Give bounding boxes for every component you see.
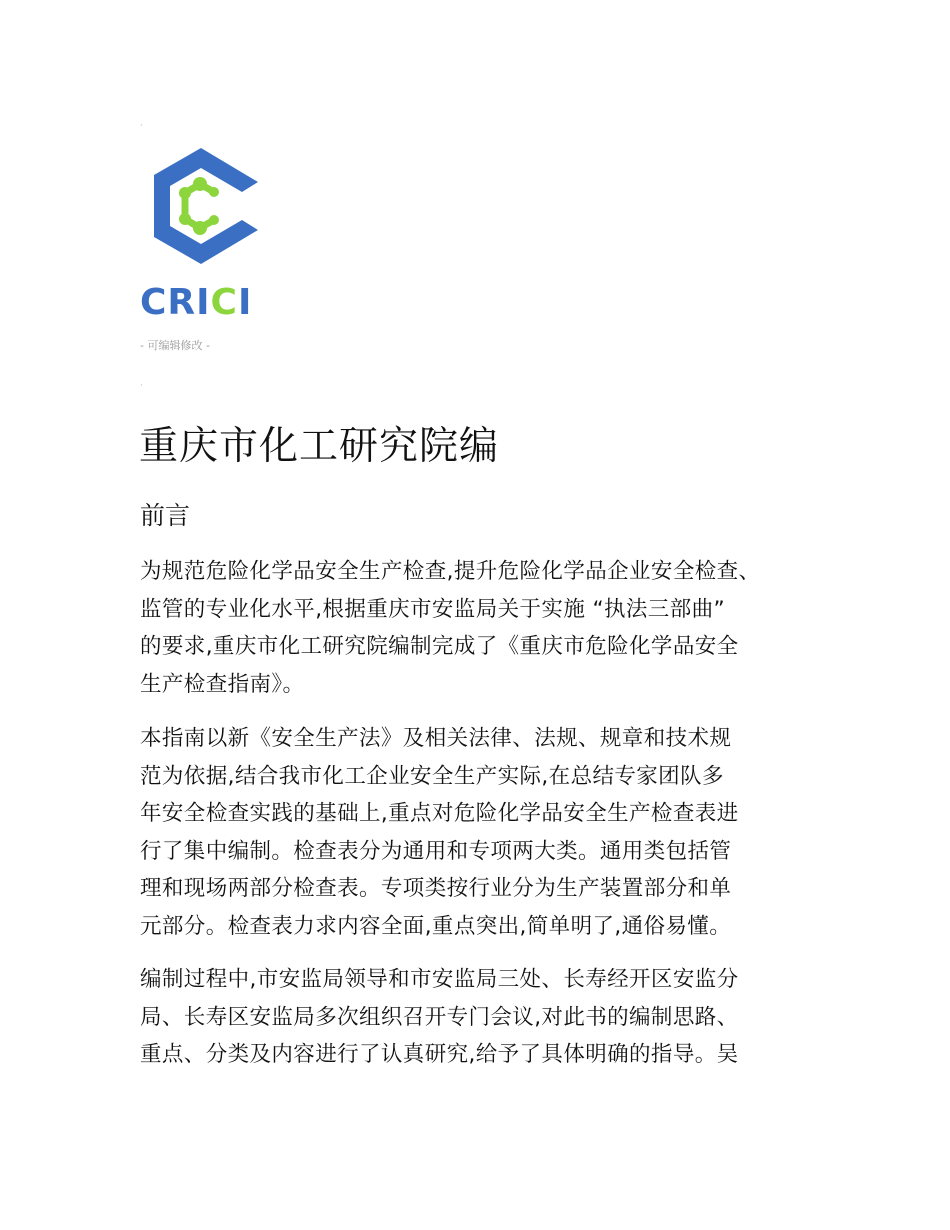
editable-note: - 可编辑修改 - [140, 339, 210, 352]
paragraph-line: 的要求,重庆市化工研究院编制完成了《重庆市危险化学品安全 [140, 634, 739, 659]
section-heading-preface: 前言 [140, 501, 191, 530]
paragraph-line: 年安全检查实践的基础上,重点对危险化学品安全生产检查表进 [140, 801, 739, 826]
paragraph-line: 元部分。检查表力求内容全面,重点突出,简单明了,通俗易懂。 [140, 913, 732, 939]
paragraph-line: 重点、分类及内容进行了认真研究,给予了具体明确的指导。吴 [140, 1042, 739, 1067]
paragraph-line: 行了集中编制。检查表分为通用和专项两大类。通用类包括管 [140, 838, 732, 864]
paragraph-line: 编制过程中,市安监局领导和市安监局三处、长寿经开区安监分 [140, 967, 739, 992]
crici-logo-graphic [140, 140, 280, 322]
paragraph-line: 范为依据,结合我市化工企业安全生产实际,在总结专家团队多 [140, 763, 724, 789]
page-mark-mid: · [140, 381, 143, 390]
svg-text:CRICI: CRICI [140, 282, 253, 322]
paragraph-3 [140, 961, 830, 1074]
page-mark-top: · [140, 121, 143, 130]
paragraph-1 [140, 553, 830, 703]
paragraph-line: 本指南以新《安全生产法》及相关法律、法规、规章和技术规 [140, 726, 732, 751]
paragraph-2 [140, 720, 830, 945]
paragraph-line: 监管的专业化水平,根据重庆市安监局关于实施 “执法三部曲” [140, 596, 726, 622]
paragraph-line: 为规范危险化学品安全生产检查,提升危险化学品企业安全检查、 [140, 559, 761, 584]
paragraph-line: 理和现场两部分检查表。专项类按行业分为生产装置部分和单 [140, 876, 732, 901]
paragraph-line: 局、长寿区安监局多次组织召开专门会议,对此书的编制思路、 [140, 1004, 739, 1030]
paragraph-line: 生产检查指南》。 [140, 671, 305, 697]
document-title: 重庆市化工研究院编 [139, 424, 500, 469]
crici-logo [140, 140, 280, 322]
